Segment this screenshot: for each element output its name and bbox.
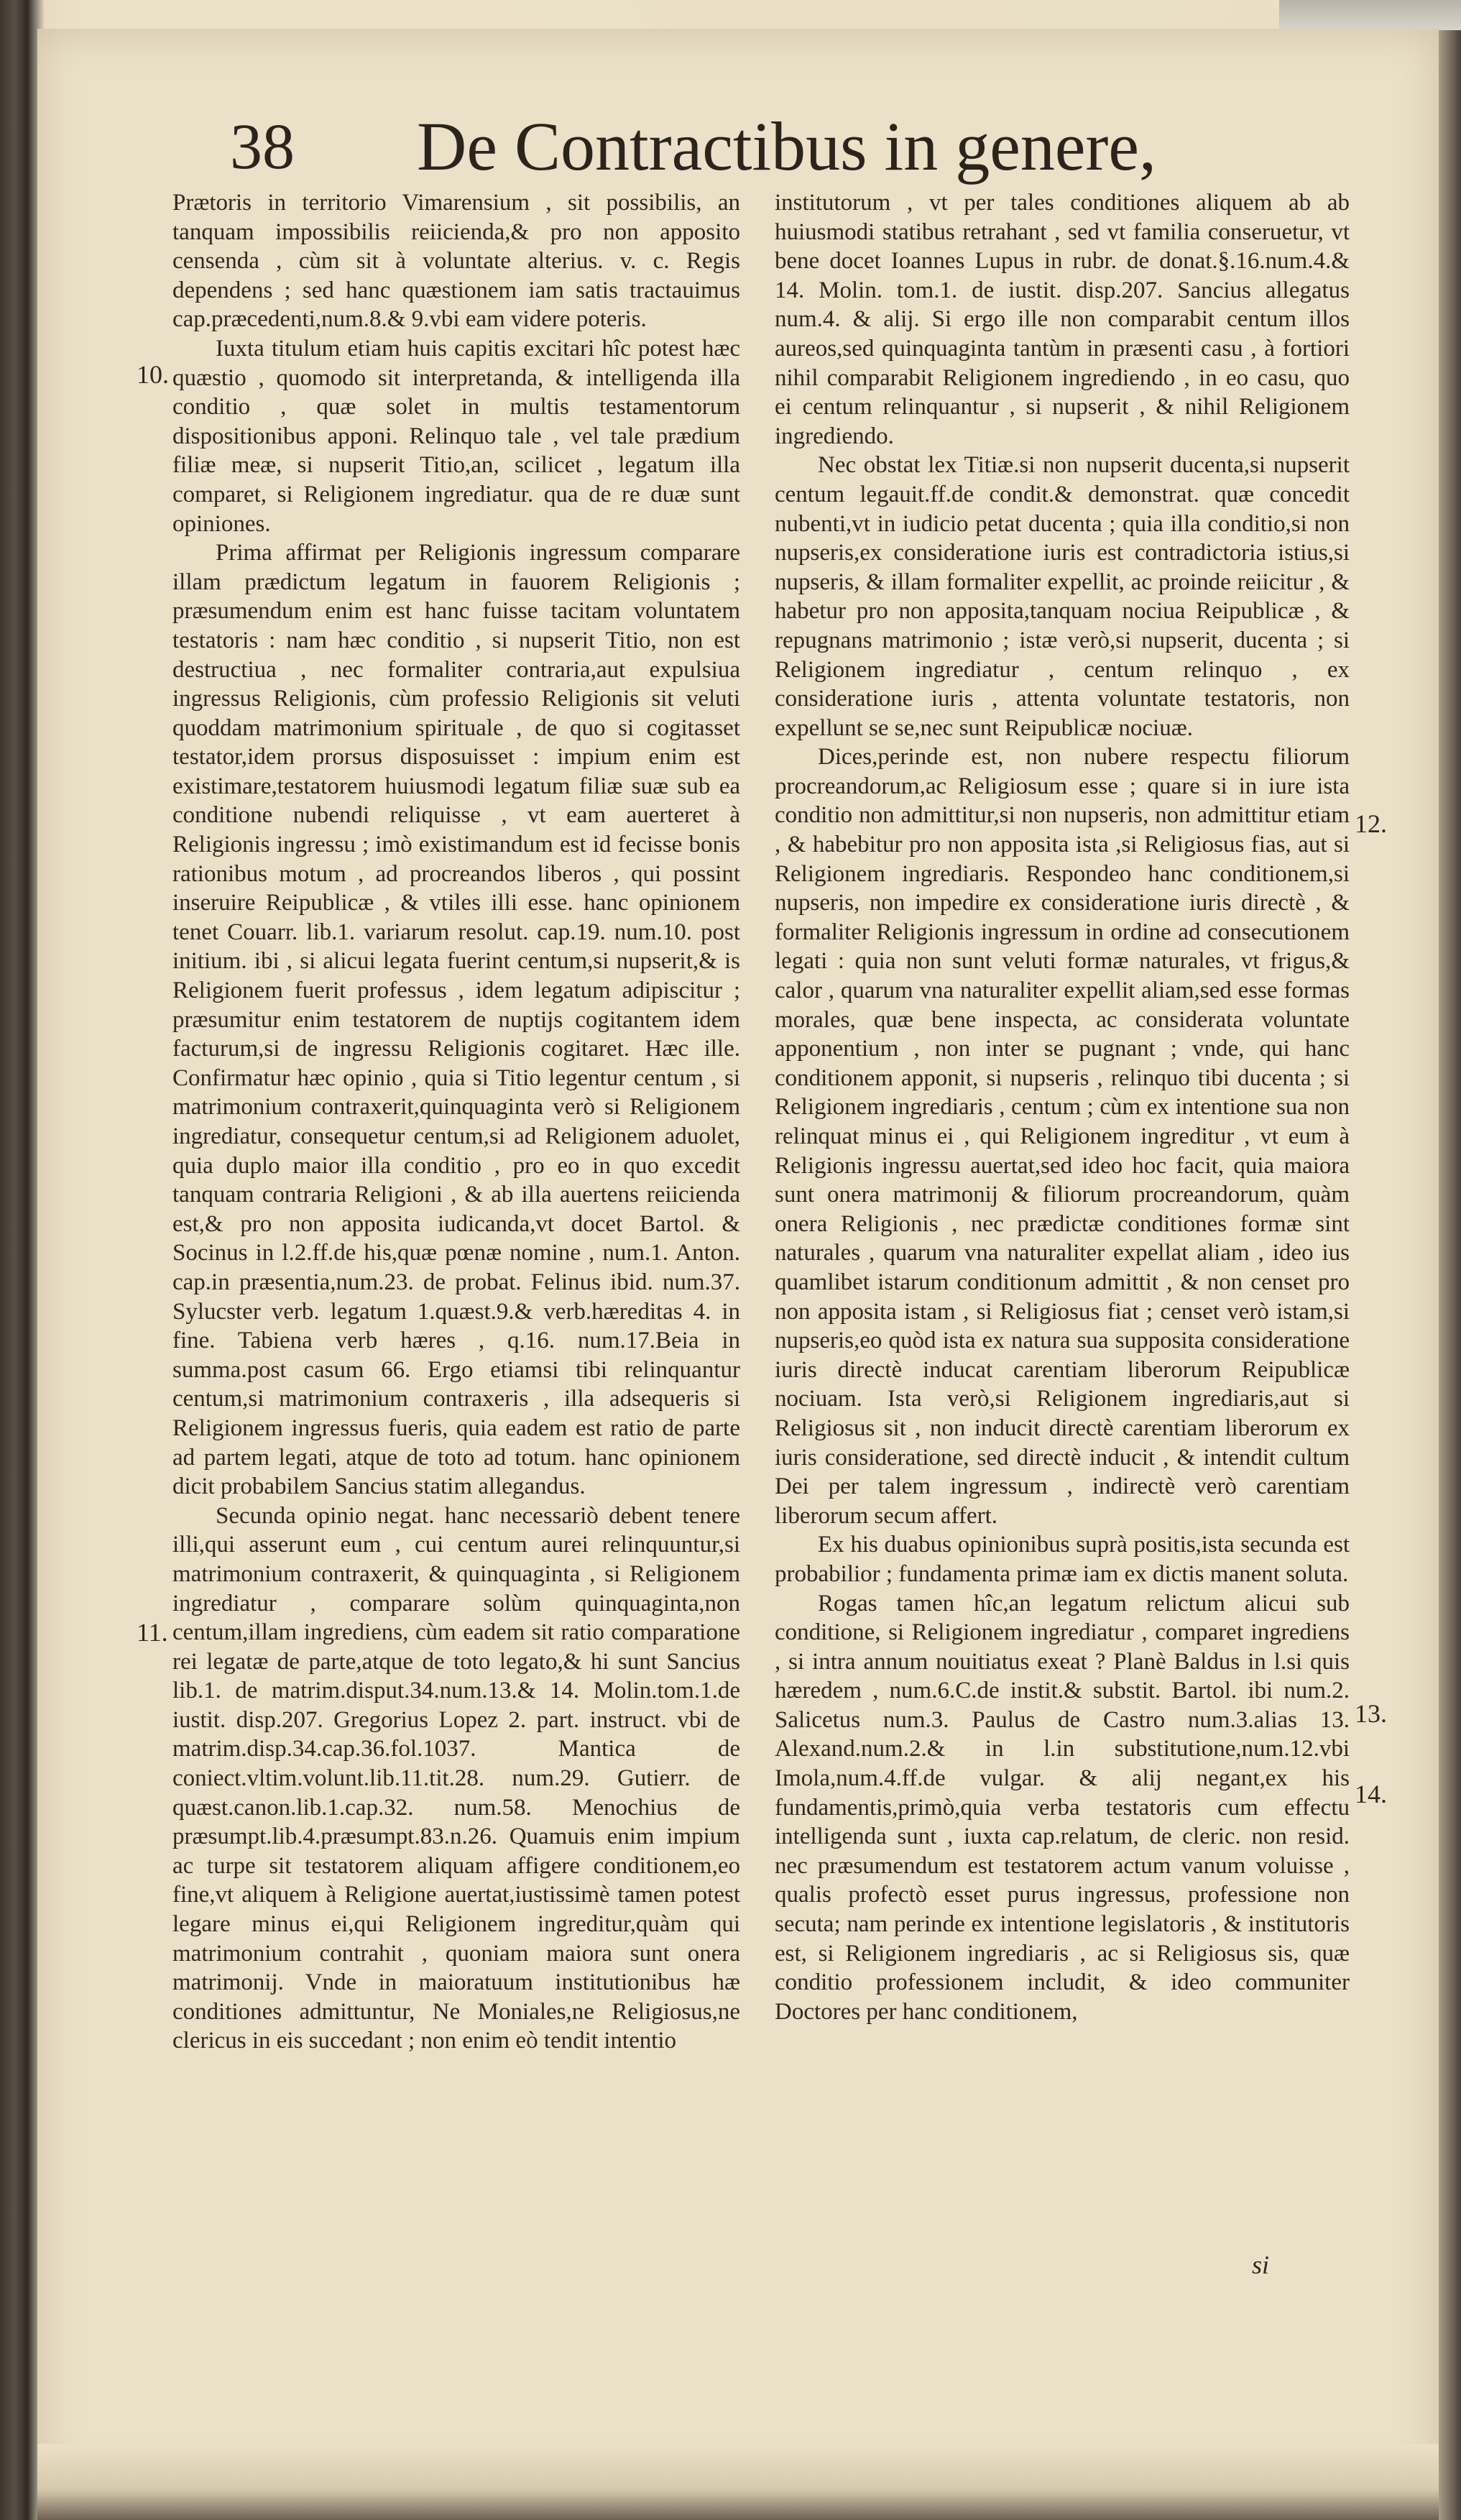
right-paragraph-3: Dices,perinde est, non nubere respectu filiorum procreandorum,ac Religiosum esse ; quare si in iure ista conditio non admittitur,si non nupseris, non admittitur etiam , & habebitur pro non apposita ista ,si Religiosus fias, aut si Religionem ingrediaris. Respondeo hanc conditionem,si nupseris, non impedire ex consideratione iuris directè , & formaliter Religionis ingressum in ordine ad consecutionem legati : quia non sunt veluti formæ naturales, vt frigus,& calor , quarum vna naturaliter expellit aliam,sed esse formas morales, quæ bene inspecta, ac considerata voluntate apponentium , non inter se pugnant ; vnde, qui hanc conditionem apponit, si nupseris , relinquo tibi ducenta ; si Religionem ingrediaris , centum ; cùm ex intentione sua non relinquat minus ei , qui Religionem ingreditur , vt eum à Religionis ingressu auertat,sed ideo hoc facit, quia maiora sunt onera matrimonij & filiorum procreandorum, quàm onera Religionis , nec prædictæ conditiones formæ sint naturales , quarum vna naturaliter expellat aliam , ideo ius quamlibet istarum conditionum admittit , & non censet pro non apposita istam , si Religiosus fiat ; censet verò istam,si nupseris,eo quòd ista ex natura sua supposita consideratione iuris directè inducat carentiam liberorum Reipublicæ nociuam. Ista verò,si Religionem ingrediaris,aut si Religiosus sit , non inducit directè carentiam liberorum ex iuris consideratione, sed directè inducit , & intendit cultum Dei per talem ingressum , indirectè verò carentiam liberorum secum affert.	[775, 744, 1350, 1529]
right-column	[775, 188, 1350, 2258]
right-paragraph-4: Ex his duabus opinionibus suprà positis,ista secunda est probabilior ; fundamenta primæ iam ex dictis manent soluta.	[775, 1532, 1350, 1587]
left-paragraph-3: Prima affirmat per Religionis ingressum comparare illam prædictum legatum in fauorem Religionis ; præsumendum enim est hanc fuisse tacitam voluntatem testatoris : nam hæc conditio , si nupserit Titio, non est destructiua , nec formaliter contraria,aut expulsiua ingressus Religionis, cùm professio Religionis sit veluti quoddam matrimonium spirituale , de quo si cogitasset testator,idem prorsus disposuisset : impium enim est existimare,testatorem huiusmodi legatum filiæ suæ sub ea conditione nubendi reliquisse , vt eam auerteret à Religionis ingressu ; imò existimandum est id fecisse bonis rationibus motum , ad procreandos liberos , qui possint inseruire Reipublicæ , & vtiles illi esse. hanc opinionem tenet Couarr. lib.1. variarum resolut. cap.19. num.10. post initium. ibi , si alicui legata fuerint centum,si nupserit,& is Religionem fuerit professus , idem legatum adipiscitur ; præsumitur enim testatorem de nuptijs cogitantem idem facturum,si de ingressu Religionis cogitaret. Hæc ille. Confirmatur hæc opinio , quia si Titio legentur centum , si matrimonium contraxerit,quinquaginta verò si Religionem ingrediatur, consequetur centum,si ad Religionem aduolet, quia duplo maior illa conditio , pro eo in quo excedit tanquam contraria Religioni , & ab illa auertens reiicienda est,& pro non apposita iudicanda,vt docet Bartol. & Socinus in l.2.ff.de his,quæ pœnæ nomine , num.1. Anton. cap.in præsentia,num.23. de probat. Felinus ibid. num.37. Sylucster verb. legatum 1.quæst.9.& verb.hæreditas 4. in fine. Tabiena verb hæres , q.16. num.17.Beia in summa.post casum 66. Ergo etiamsi tibi relinquantur centum,si matrimonium contraxeris , illa adsequeris si Religionem ingressus fueris, quia eadem est ratio de parte ad partem legati, atque de toto ad totum. hanc opinionem dicit probabilem Sancius statim allegandus.	[172, 540, 740, 1500]
page-bottom-edge	[37, 2444, 1439, 2520]
left-column	[172, 188, 740, 2258]
left-paragraph-1: Prætoris in territorio Vimarensium , sit possibilis, an tanquam impossibilis reiicienda,& pro non apposito censenda , cùm sit à voluntate alterius. v. c. Regis dependens ; sed hanc quæstionem iam satis tractauimus cap.præcedenti,num.8.& 9.vbi eam videre poteris.	[172, 190, 740, 333]
margin-number-12: 12.	[1355, 809, 1387, 838]
running-title: De Contractibus in genere,	[417, 108, 1156, 185]
left-paragraph-4: Secunda opinio negat. hanc necessariò debent tenere illi,qui asserunt eum , cui centum aurei relinquuntur,si matrimonium contraxerit, & quinquaginta , si Religionem ingrediatur , comparare solùm quinquaginta,non centum,illam ingrediens, cùm eadem sit ratio comparatione rei legatæ de parte,atque de toto legato,& hi sunt Sancius lib.1. de matrim.disput.34.num.13.& 14. Molin.tom.1.de iustit. disp.207. Gregorius Lopez 2. part. instruct. vbi de matrim.disp.34.cap.36.fol.1037. Mantica de coniect.vltim.volunt.lib.11.tit.28. num.29. Gutierr. de quæst.canon.lib.1.cap.32. num.58. Menochius de præsumpt.lib.4.præsumpt.83.n.26. Quamuis enim impium ac turpe sit testatorem aliquam affigere conditionem,eo fine,vt aliquem à Religione auertat,iustissimè tamen potest legare minus ei,qui Religionem ingreditur,quàm qui matrimonium contrahit , quoniam maiora sunt onera matrimonij. Vnde in maioratuum institutionibus hæ conditiones admittuntur, Ne Moniales,ne Religiosus,ne clericus in eis succedant ; non enim eò tendit intentio	[172, 1502, 740, 2054]
margin-number-13: 13.	[1355, 1699, 1387, 1728]
right-paragraph-5: Rogas tamen hîc,an legatum relictum alicui sub conditione, si Religionem ingrediatur , comparet ingrediens , si intra annum nouitiatus exeat ? Planè Baldus in l.si quis hæredem , num.6.C.de instit.& substit. Bartol. ibi num.2. Salicetus num.3. Paulus de Castro num.3.alias 13. Alexand.num.2.& in l.in substitutione,num.12.vbi Imola,num.4.ff.de vulgar. & alij negant,ex his fundamentis,primò,quia verba testatoris cum effectu intelligenda sunt , iuxta cap.relatum, de cleric. non resid. nec præsumendum est testatorem actum vanum voluisse , qualis profectò esset purus ingressus, professione non secuta; nam perinde ex intentione legislatoris , & institutoris est, si Religionem ingrediaris , ac si Religiosus sis, quæ conditio professionem includit, & ideo communiter Doctores per hanc conditionem,	[775, 1590, 1350, 2025]
left-paragraph-2: Iuxta titulum etiam huis capitis excitari hîc potest hæc quæstio , quomodo sit interpretanda, & intelligenda illa conditio , quæ solet in multis testamentorum dispositionibus apponi. Relinquo tale , vel tale prædium filiæ meæ, si nupserit Titio,an, scilicet , legatum illa comparet, si Religionem ingrediatur. qua de re duæ sunt opiniones.	[172, 335, 740, 537]
right-paragraph-2: Nec obstat lex Titiæ.si non nupserit ducenta,si nupserit centum legauit.ff.de condit.& demonstrat. quæ concedit nubenti,vt in iudicio petat ducenta ; quia illa conditio,si non nupseris,ex consideratione iuris est contradictoria istius,si nupseris, & illam formaliter expellit, ac proinde reiicitur , & habetur pro non apposita,tanquam nociua Reipublicæ , & repugnans matrimonio ; istæ verò,si nupserit, ducenta ; si Religionem ingrediatur , centum relinquo , ex consideratione iuris , attenta voluntate testatoris, non expellunt se se,nec sunt Reipublicæ nociuæ.	[775, 452, 1350, 741]
margin-number-14: 14.	[1355, 1780, 1387, 1808]
scanner-edge	[1279, 0, 1461, 30]
running-head	[230, 108, 1308, 201]
page-number: 38	[230, 111, 295, 183]
right-paragraph-1: institutorum , vt per tales conditiones aliquem ab ab huiusmodi statibus retrahant , sed vt familia conseruetur, vt bene docet Ioannes Lupus in rubr. de donat.§.16.num.4.& 14. Molin. tom.1. de iustit. disp.207. Sancius allegatus num.4. & alij. Si ergo ille non comparabit centum illos aureos,sed quinquaginta tantùm in præsenti casu , à fortiori nihil comparabit Religionem ingrediendo , in eo casu, quo ei centum relinquantur , si nupserit , & nihil Religionem ingrediendo.	[775, 190, 1350, 449]
margin-number-10: 10.	[137, 360, 169, 389]
margin-number-11: 11.	[137, 1618, 168, 1647]
catchword: si	[1252, 2250, 1270, 2279]
